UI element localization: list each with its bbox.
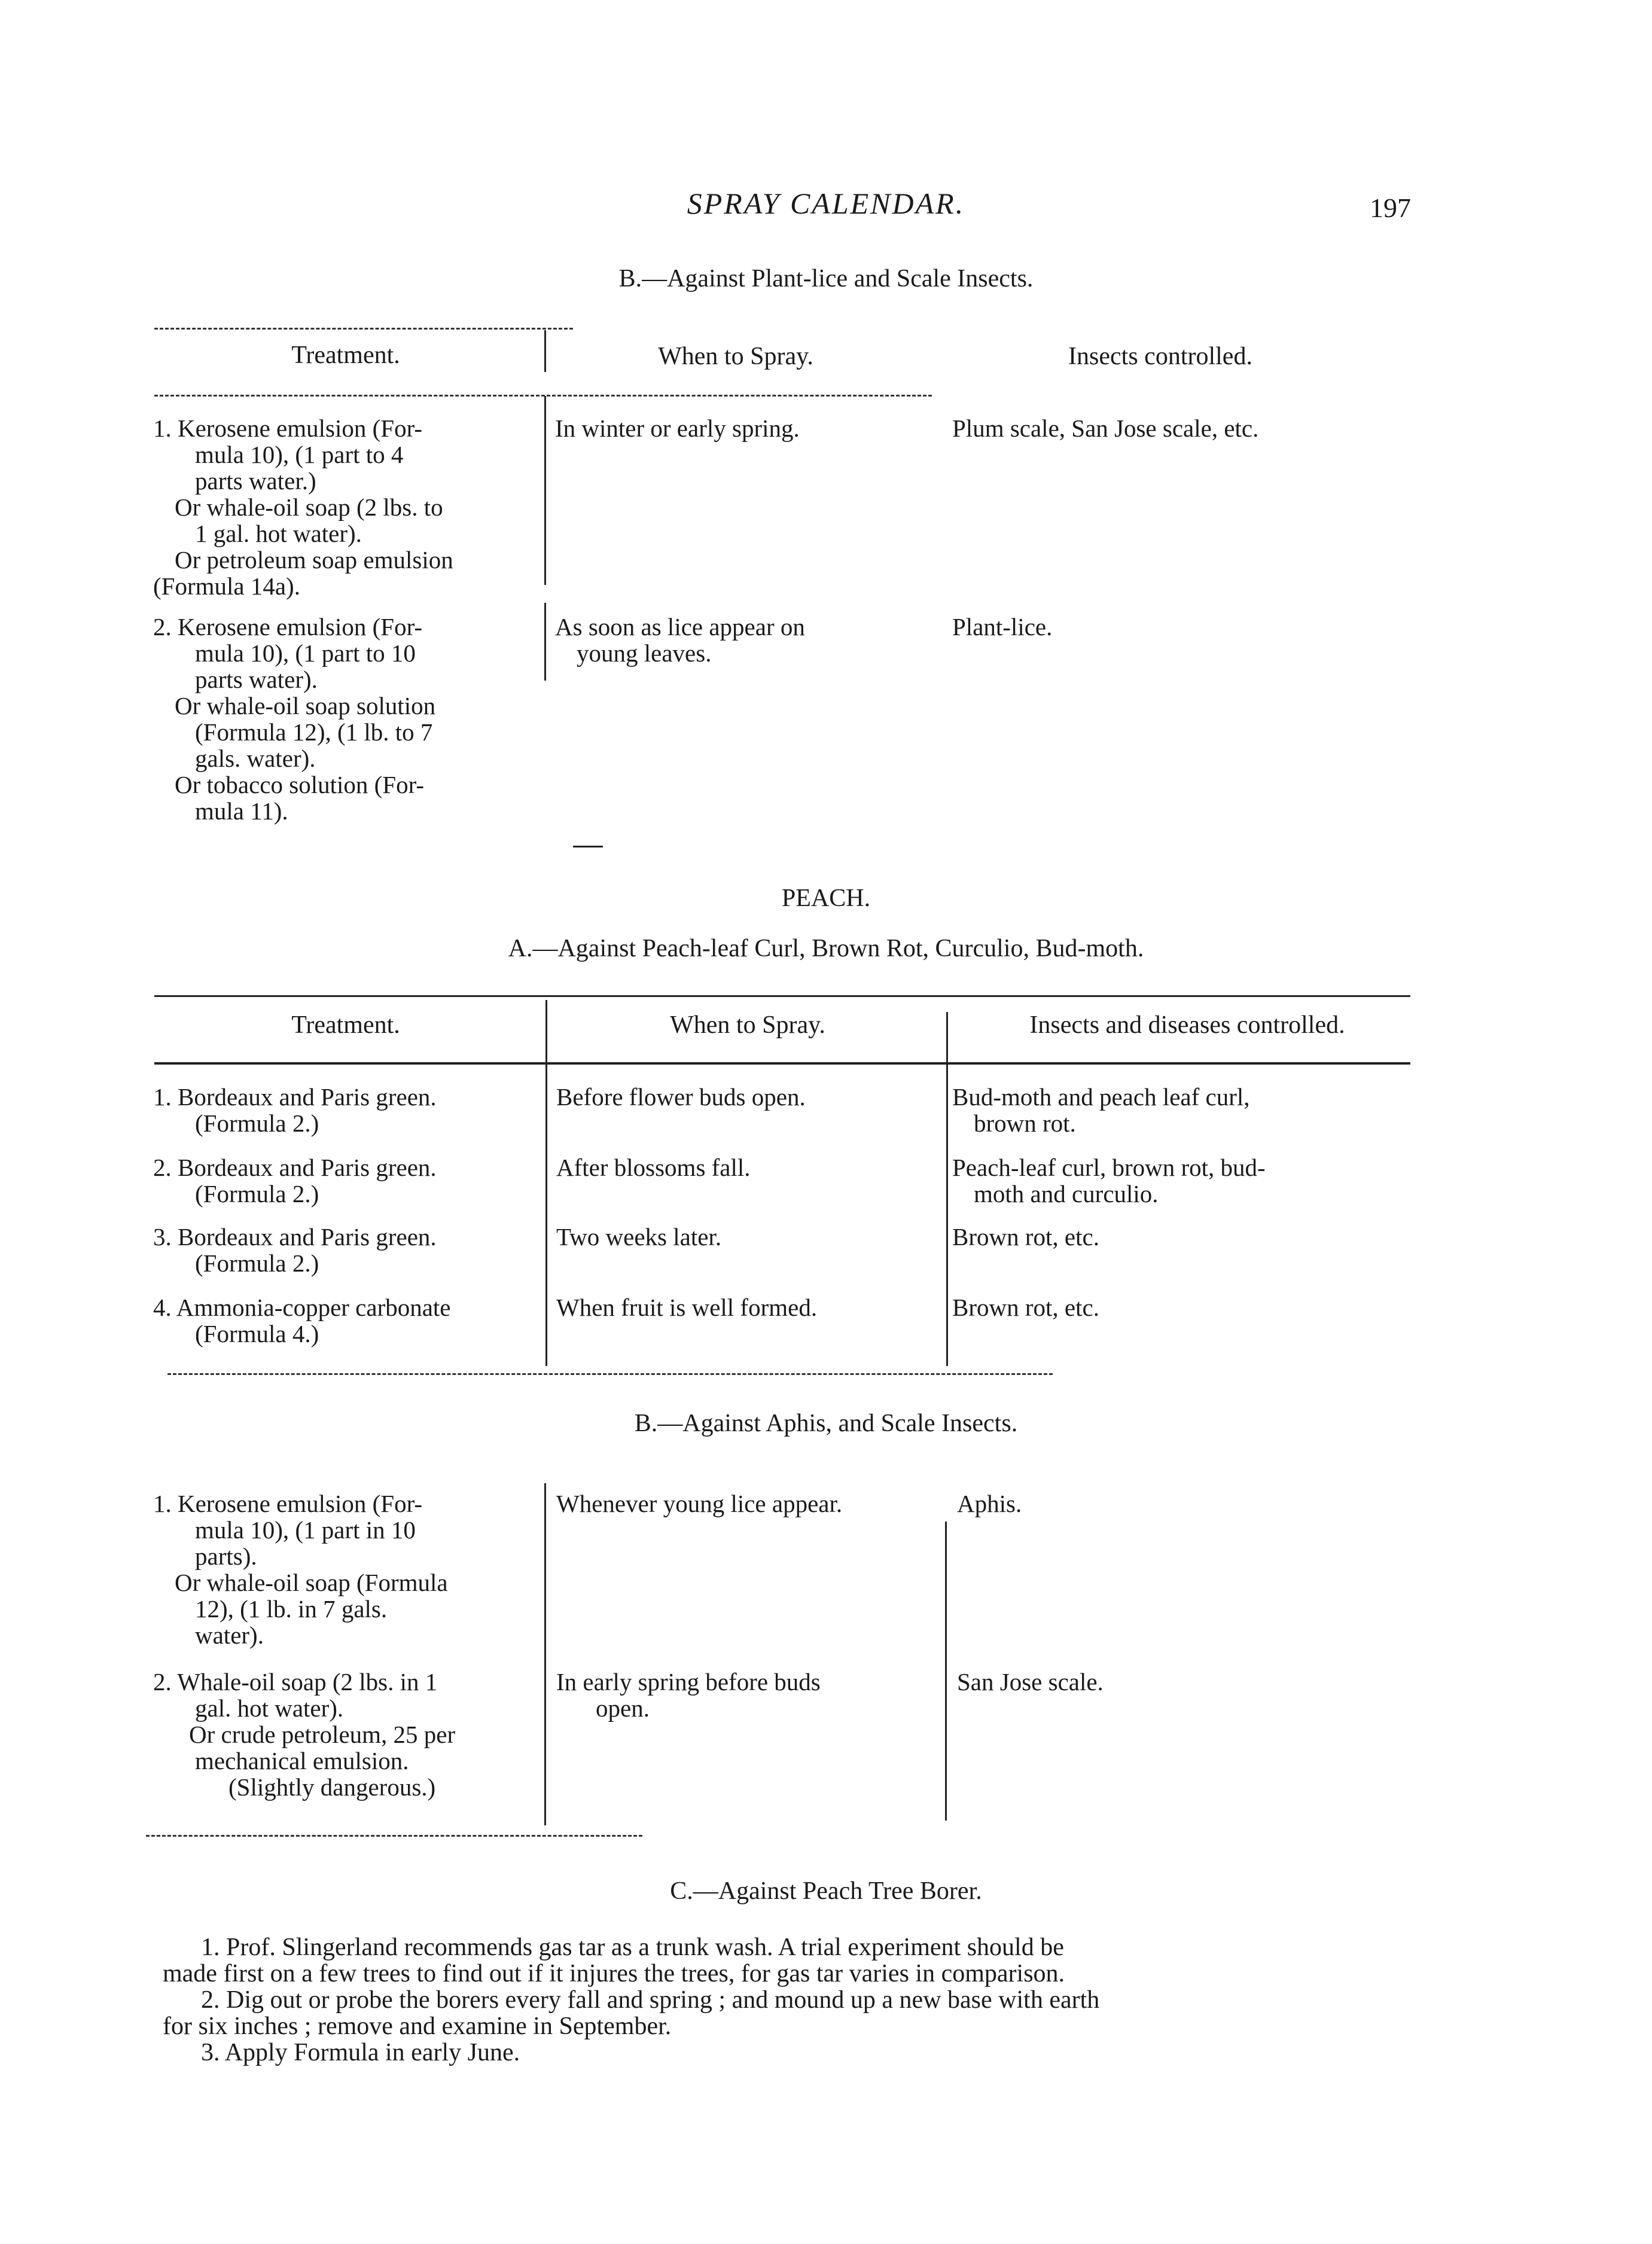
section-title-peach: PEACH. — [781, 885, 871, 912]
cell-line: gal. hot water). — [195, 1694, 344, 1722]
cell-line: Or tobacco solution (For- — [175, 771, 425, 798]
table-cell-treatment — [153, 1490, 448, 1648]
table-cell-treatment — [153, 1294, 451, 1347]
cell-line: Aphis. — [957, 1490, 1022, 1517]
cell-line: open. — [596, 1694, 650, 1722]
cell-line: Whenever young lice appear. — [556, 1490, 843, 1517]
cell-line: As soon as lice appear on — [555, 613, 805, 641]
table-cell-insects — [952, 614, 1052, 640]
cell-line: 1 gal. hot water). — [195, 520, 362, 547]
cell-line: mula 10), (1 part to 4 — [195, 441, 404, 468]
cell-line: Bud-moth and peach leaf curl, — [952, 1083, 1250, 1111]
cell-line: (Formula 12), (1 lb. to 7 — [195, 718, 433, 746]
table-cell-when — [556, 1084, 806, 1110]
table-cell-when — [555, 614, 805, 666]
paragraph-line: for six inches ; remove and examine in September. — [163, 2013, 672, 2040]
cell-line: mula 10), (1 part in 10 — [195, 1516, 416, 1544]
paragraph-line: 2. Dig out or probe the borers every fall and spring ; and mound up a new base with earth — [201, 1986, 1100, 2014]
column-header-insects: Insects controlled. — [1068, 343, 1252, 370]
table-bottom-rule — [167, 1373, 1053, 1375]
cell-line: mula 11). — [195, 797, 288, 825]
table-cell-insects — [957, 1669, 1104, 1695]
cell-line: 2. Bordeaux and Paris green. — [153, 1154, 437, 1181]
section-caption-peach-b: B.—Against Aphis, and Scale Insects. — [634, 1410, 1018, 1437]
table-end-mark — [573, 846, 603, 847]
cell-line: San Jose scale. — [957, 1668, 1104, 1696]
column-divider — [544, 1483, 546, 1825]
cell-line: (Formula 2.) — [195, 1180, 319, 1208]
cell-line: young leaves. — [577, 639, 712, 667]
table-cell-insects — [952, 1294, 1099, 1321]
cell-line: 4. Ammonia-copper carbonate — [153, 1294, 451, 1321]
paragraph-line: 3. Apply Formula in early June. — [201, 2039, 520, 2066]
cell-line: mula 10), (1 part to 10 — [195, 639, 416, 667]
paragraph-line: made first on a few trees to find out if it injures the trees, for gas tar varies in comparison. — [163, 1960, 1065, 1987]
table-cell-treatment — [153, 1669, 455, 1800]
cell-line: Or petroleum soap emulsion — [175, 546, 453, 574]
cell-line: 2. Whale-oil soap (2 lbs. in 1 — [153, 1668, 438, 1696]
cell-line: parts water). — [195, 666, 318, 693]
column-divider — [545, 1000, 547, 1366]
column-header-when: When to Spray. — [670, 1011, 825, 1039]
table-cell-insects — [957, 1490, 1022, 1517]
table-cell-when — [556, 1669, 821, 1721]
header-bottom-rule — [154, 1062, 1410, 1065]
table-cell-treatment — [153, 1084, 437, 1136]
cell-line: 3. Bordeaux and Paris green. — [153, 1223, 437, 1251]
table-cell-when — [555, 415, 800, 441]
cell-line: After blossoms fall. — [556, 1154, 751, 1181]
cell-line: Brown rot, etc. — [952, 1294, 1099, 1321]
cell-line: parts). — [195, 1542, 257, 1570]
cell-line: (Formula 2.) — [195, 1109, 319, 1137]
cell-line: Before flower buds open. — [556, 1083, 806, 1111]
paragraph-line: 1. Prof. Slingerland recommends gas tar as a trunk wash. A trial experiment should be — [201, 1934, 1064, 1961]
cell-line: In winter or early spring. — [555, 414, 800, 442]
header-bottom-rule — [154, 395, 932, 397]
cell-line: parts water.) — [195, 467, 316, 495]
section-caption-peach-a: A.—Against Peach-leaf Curl, Brown Rot, Curculio, Bud-moth. — [508, 935, 1144, 962]
cell-line: Or crude petroleum, 25 per — [189, 1721, 456, 1748]
cell-line: 1. Bordeaux and Paris green. — [153, 1083, 437, 1111]
cell-line: moth and curculio. — [974, 1180, 1159, 1208]
cell-line: water). — [195, 1621, 264, 1649]
column-divider — [946, 1012, 948, 1366]
cell-line: gals. water). — [195, 745, 316, 772]
column-header-treatment: Treatment. — [291, 1011, 400, 1039]
table-cell-insects — [952, 1154, 1266, 1207]
table-cell-when — [556, 1154, 751, 1181]
cell-line: Plum scale, San Jose scale, etc. — [952, 414, 1259, 442]
column-header-treatment: Treatment. — [291, 342, 400, 369]
table-bottom-rule — [146, 1835, 642, 1837]
cell-line: mechanical emulsion. — [195, 1747, 409, 1775]
cell-line: Brown rot, etc. — [952, 1223, 1099, 1251]
column-divider — [544, 603, 546, 681]
table-cell-when — [556, 1224, 721, 1250]
section-caption-plant-lice: B.—Against Plant-lice and Scale Insects. — [618, 265, 1034, 292]
table-cell-treatment — [153, 614, 435, 824]
table-top-rule — [154, 328, 573, 330]
column-header-insects: Insects and diseases controlled. — [1029, 1011, 1345, 1039]
cell-line: 2. Kerosene emulsion (For- — [153, 613, 423, 641]
cell-line: When fruit is well formed. — [556, 1294, 818, 1321]
cell-line: Or whale-oil soap (Formula — [175, 1569, 448, 1596]
running-head: SPRAY CALENDAR. — [687, 187, 965, 220]
cell-line: Or whale-oil soap solution — [175, 692, 436, 719]
cell-line: Two weeks later. — [556, 1223, 722, 1251]
column-header-when: When to Spray. — [658, 343, 813, 370]
cell-line: (Formula 14a). — [153, 572, 300, 600]
section-caption-peach-c: C.—Against Peach Tree Borer. — [670, 1877, 982, 1905]
table-cell-treatment — [153, 415, 453, 599]
table-cell-when — [556, 1490, 842, 1517]
cell-line: Peach-leaf curl, brown rot, bud- — [952, 1154, 1266, 1181]
cell-line: (Slightly dangerous.) — [228, 1773, 436, 1801]
cell-line: 1. Kerosene emulsion (For- — [153, 1490, 423, 1517]
table-cell-treatment — [153, 1224, 437, 1276]
page-number: 197 — [1370, 193, 1411, 223]
table-cell-insects — [952, 415, 1258, 441]
cell-line: 1. Kerosene emulsion (For- — [153, 414, 423, 442]
table-cell-treatment — [153, 1154, 437, 1207]
table-top-rule — [154, 995, 1410, 997]
cell-line: 12), (1 lb. in 7 gals. — [195, 1595, 388, 1623]
cell-line: (Formula 2.) — [195, 1249, 319, 1277]
cell-line: (Formula 4.) — [195, 1320, 319, 1347]
cell-line: In early spring before buds — [556, 1668, 821, 1696]
column-divider — [945, 1522, 947, 1821]
cell-line: Or whale-oil soap (2 lbs. to — [175, 493, 443, 521]
paragraph — [163, 1934, 1419, 2066]
cell-line: brown rot. — [974, 1109, 1076, 1137]
table-cell-insects — [952, 1224, 1099, 1250]
column-divider — [544, 396, 546, 585]
cell-line: Plant-lice. — [952, 613, 1053, 641]
table-cell-insects — [952, 1084, 1250, 1136]
column-divider — [544, 330, 546, 372]
table-cell-when — [556, 1294, 817, 1321]
